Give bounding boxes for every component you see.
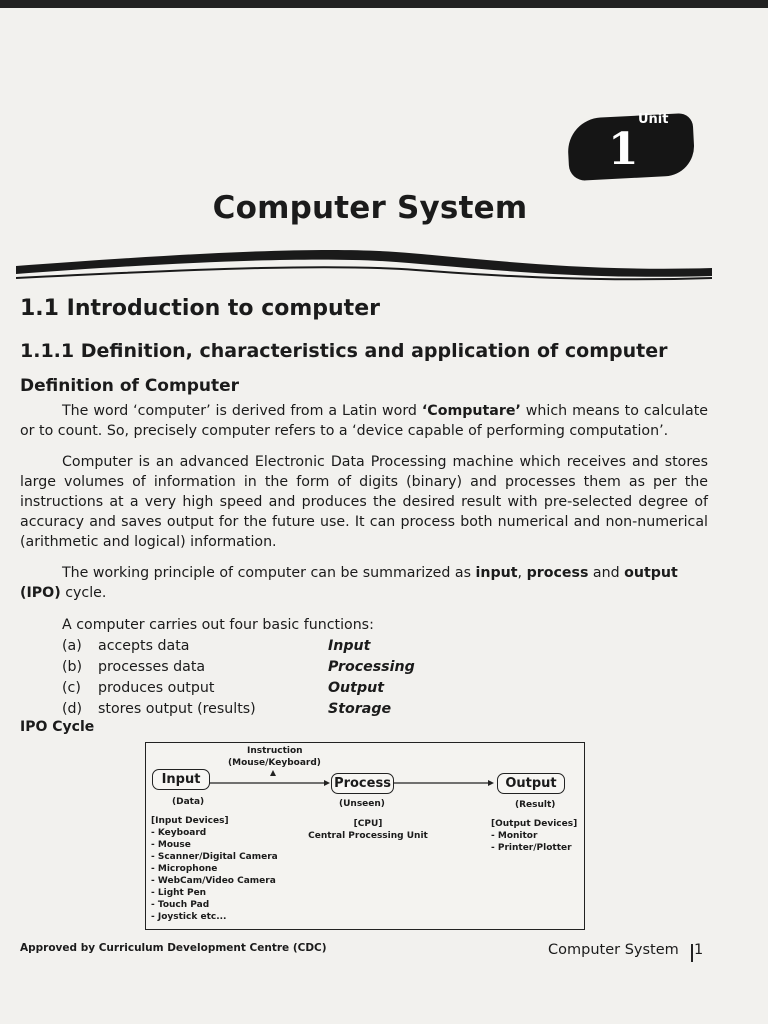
item-code: (b): [62, 658, 83, 675]
separator: ,: [517, 565, 527, 581]
instruction-devices-label: (Mouse/Keyboard): [228, 758, 321, 768]
footer-divider: [691, 944, 693, 962]
item-code: (d): [62, 700, 83, 717]
list-item: - Printer/Plotter: [491, 843, 572, 853]
item-text: processes data: [98, 658, 206, 675]
list-item: [CPU]: [353, 819, 383, 829]
unit-badge: [562, 98, 710, 198]
list-item: - Light Pen: [151, 888, 207, 898]
input-sub-label: (Data): [172, 797, 205, 807]
term-output: output: [624, 565, 678, 581]
list-item: - Microphone: [151, 864, 218, 874]
input-box: Input: [152, 769, 210, 790]
item-text: stores output (results): [98, 700, 256, 717]
instruction-arrowhead: [270, 770, 276, 776]
item-term: Output: [328, 679, 384, 696]
list-item: [62, 677, 462, 698]
instruction-label: Instruction: [247, 746, 303, 756]
latin-word: ‘Computare’: [421, 403, 521, 419]
list-item: [62, 635, 462, 656]
list-item: [Input Devices]: [151, 816, 229, 826]
separator: and: [588, 565, 625, 581]
process-sub-label: (Unseen): [339, 799, 385, 809]
output-sub-label: (Result): [515, 800, 556, 810]
output-devices-list: [491, 818, 577, 854]
process-to-output-arrowhead: [488, 780, 494, 786]
term-ipo: (IPO): [20, 585, 61, 601]
item-text: produces output: [98, 679, 215, 696]
paragraph-ipo: [20, 563, 708, 603]
functions-intro: A computer carries out four basic functions:: [62, 617, 374, 633]
output-box: Output: [497, 773, 565, 794]
definition-heading: Definition of Computer: [20, 376, 239, 396]
input-devices-list: [151, 815, 278, 923]
list-item: - Touch Pad: [151, 900, 210, 910]
ipo-cycle-label: IPO Cycle: [20, 719, 95, 735]
chapter-title: Computer System: [212, 190, 528, 226]
ipo-diagram: [145, 742, 585, 930]
list-item: - Monitor: [491, 831, 538, 841]
unit-label: Unit: [638, 112, 669, 127]
paragraph-etymology: [20, 401, 708, 441]
item-code: (c): [62, 679, 81, 696]
list-item: - WebCam/Video Camera: [151, 876, 276, 886]
list-item: [Output Devices]: [491, 819, 578, 829]
list-item: - Mouse: [151, 840, 191, 850]
list-item: [62, 656, 462, 677]
paragraph-text: cycle.: [60, 585, 107, 601]
list-item: [62, 698, 462, 719]
list-item: - Joystick etc...: [151, 912, 227, 922]
cpu-list: [302, 818, 434, 842]
list-item: Central Processing Unit: [308, 831, 428, 841]
functions-list: [62, 635, 462, 719]
term-input: input: [475, 565, 518, 581]
term-process: process: [526, 565, 589, 581]
section-heading: 1.1 Introduction to computer: [20, 296, 380, 321]
list-item: - Scanner/Digital Camera: [151, 852, 278, 862]
paragraph-text: The word ‘computer’ is derived from a Latin word: [62, 403, 422, 419]
item-term: Processing: [328, 658, 415, 675]
subsection-heading: 1.1.1 Definition, characteristics and application of computer: [20, 340, 668, 362]
item-code: (a): [62, 637, 82, 654]
item-term: Input: [328, 637, 371, 654]
unit-number: 1: [608, 124, 639, 175]
page-number: 1: [694, 942, 704, 958]
item-text: accepts data: [98, 637, 190, 654]
footer-approval: Approved by Curriculum Development Centre (CDC): [20, 942, 327, 954]
process-box: Process: [331, 773, 394, 794]
page-top-edge: [0, 0, 768, 8]
input-to-process-arrowhead: [324, 780, 330, 786]
title-swoosh-divider: [16, 244, 712, 288]
paragraph-text: The working principle of computer can be summarized as: [62, 565, 476, 581]
list-item: - Keyboard: [151, 828, 207, 838]
paragraph-text: which means to calculate or to count. So, precisely computer refers to a ‘device capable of performing computation’.: [20, 403, 708, 439]
item-term: Storage: [328, 700, 392, 717]
footer-title: Computer System: [548, 942, 679, 958]
paragraph-definition: Computer is an advanced Electronic Data Processing machine which receives and stores large volumes of information in the form of digits (binary) and processes them as per the instructions at a very high speed and produces the desired result with pre-selected degree of accuracy and saves output for the future use. It can process both numerical and non-numerical (arithmetic and logical) information.: [20, 454, 708, 550]
